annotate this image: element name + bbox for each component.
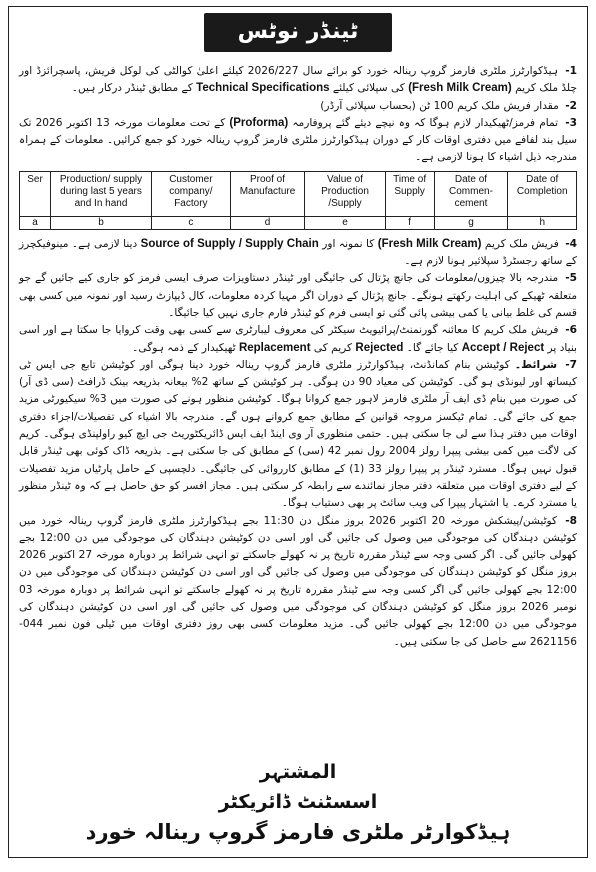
column-header: Value of Production /Supply xyxy=(305,171,385,216)
paragraph-2 xyxy=(19,98,577,115)
english-term: (Fresh Milk Cream) xyxy=(408,82,512,95)
paragraph-number: 3- xyxy=(565,116,578,129)
paragraph-text: فریش ملک کریم کا معائنہ گورنمنٹ/پرائیویٹ سیکٹر کی معروف لیبارٹری سے کسی بھی وقت کروایا جا سکتا ہے اور اسی بنیاد پر xyxy=(19,324,577,354)
paragraph-number: 4- xyxy=(565,237,578,250)
table-cell: b xyxy=(51,216,152,229)
english-term: Technical Specifications xyxy=(196,82,330,95)
advertiser-label: المشتہر xyxy=(259,761,337,783)
table-cell: h xyxy=(508,216,577,229)
paragraph-text: فریش ملک کریم xyxy=(481,237,559,250)
english-term: (Fresh Milk Cream) xyxy=(377,237,482,250)
paragraph-4 xyxy=(19,236,577,271)
paragraph-text: کے مطابق ٹینڈر درکار ہیں۔ xyxy=(71,82,197,95)
column-header: Ser xyxy=(20,171,51,216)
column-header: Production/ supply during last 5 years and In hand xyxy=(51,171,152,216)
paragraph-text: کیا جائے گا۔ xyxy=(403,341,462,354)
conditions-heading: شرائط۔ xyxy=(514,358,558,371)
column-header: Proof of Manufacture xyxy=(230,171,305,216)
english-term: Accept / Reject xyxy=(461,341,545,354)
column-header: Date of Completion xyxy=(508,171,577,216)
paragraph-5 xyxy=(19,270,577,322)
paragraph-text: کوٹیشن/پیشکش مورخہ 20 اکتوبر 2026 بروز منگل دن 11:30 بجے ہیڈکوارٹرز ملٹری فارمز گروپ رینالہ خورد میں کوٹیشن دہندگان کی موجودگی میں وصول کی جائیں گی اور اسی دن کوٹیشن دہندگان کی موجودگی میں دن 12:00 بجے کھولی جائیں گی۔ اگر کسی وجہ سے ٹینڈر مقررہ تاریخ پر نہ کھولے جاسکتے تو انہی شرائط پر دوبارہ مورخہ 27 اکتوبر 2026 بروز منگل کو کوٹیشن دہندگان کی موجودگی میں وصول کی جائیں گی اور اسی دن کوٹیشن دہندگان کی موجودگی میں دن 12:00 بجے کھولی جائیں گی اگر کسی وجہ سے ٹینڈر مقررہ تاریخ پر نہ کھولے جاسکتے تو انہی شرائط پر دوبارہ مورخہ 03 نومبر 2026 بروز منگل کو کوٹیشن دہندگان کی موجودگی میں وصول کی جائیں گی اور اسی دن کوٹیشن دہندگان کی موجودگی میں دن 12:00 بجے کھولی جائیں گی۔ مزید معلومات کسی بھی روز دفتری اوقات میں ٹیلی فون نمبر 044-2621156 سے حاصل کی جا سکتی ہیں۔ xyxy=(19,514,578,648)
paragraph-text: کی سپلائی کیلئے xyxy=(329,82,409,95)
paragraph-7 xyxy=(19,357,577,513)
signature-block xyxy=(9,757,587,847)
table-row xyxy=(20,216,577,229)
column-header: Customer company/ Factory xyxy=(152,171,231,216)
paragraph-number: 7- xyxy=(565,358,578,371)
table-cell: f xyxy=(385,216,434,229)
table-cell: g xyxy=(434,216,508,229)
paragraph-text: کریم کی xyxy=(310,341,356,354)
table-cell: c xyxy=(152,216,231,229)
tender-notice-page xyxy=(8,6,588,858)
paragraph-text: تمام فرمز/ٹھیکیدار لازم ہوگا کہ وہ نیچے دیئے گئے پروفارمہ xyxy=(288,116,559,129)
paragraph-text: دینا لازمی ہے۔ مینوفیکچرز کے ساتھ رجسٹرڈ سپلائیر ہونا لازم ہے۔ xyxy=(19,237,577,268)
paragraph-text: مقدار فریش ملک کریم 100 ٹن (بحساب سپلائی آرڈر) xyxy=(320,99,559,112)
paragraph-3 xyxy=(19,115,577,167)
paragraph-number: 5- xyxy=(565,272,577,285)
paragraph-text: مندرجہ بالا چیزوں/معلومات کی جانچ پڑتال کی جائیگی اور ٹینڈر دستاویزات صرف ایسی فرمز کو جاری کیے جائیں گے جو متعلقہ ٹھیکے کی اہلیت رکھتے ہونگے۔ جانچ پڑتال کے دوران اگر مہیا کردہ معلومات، کال ڈیپازٹ رسید اور نمونہ میں کسی بھی قسم کی غلط بیانی یا کمی بیشی پائی گئی تو ایسی فرم کو ٹینڈر فارم جاری نہیں کیا جائیگا۔ xyxy=(19,272,577,319)
paragraph-6 xyxy=(19,322,577,357)
paragraph-text: کا نمونہ اور xyxy=(318,237,378,250)
paragraph-text: کوٹیشن بنام کمانڈنٹ، ہیڈکوارٹرز ملٹری فارمز گروپ رینالہ خورد دینا ہوگی اور کوٹیشن تابع جی ایس ٹی کیساتھ اور لیونڈی ہو گی۔ کوٹیشن کی معیاد 90 دن ہوگی۔ ہر کوٹیشن کے ساتھ 2% بیعانہ بذریعہ بینک ڈرافٹ (سی ڈی آر) کی صورت میں بنام ڈی ایف آر ملٹری فارمز لاہور جمع کروانا ہوگا۔ کوٹیشن منظور ہونے کی صورت میں 3% سیکیورٹی مزید جمع کی جائے گی۔ تمام ٹیکسز مروجہ قوانین کے مطابق جمع کروانے ہوں گے۔ مندرجہ بالا اشیاء کی تفصیلات/اجزاء دفتری اوقات میں دفتر ہذا سے لی جا سکتی ہیں۔ حتمی منظوری آر وی اینڈ ایف ایس ڈائریکٹوریٹ جی ایچ کیو راولپنڈی ہوگی۔ کریم کی لاگت میں کمی بیشی پیپرا رولز 2004 رول نمبر 42 (سی) کے مطابق کی جا سکتی ہے۔ بذریعہ ڈاک کوئی بھی ٹینڈر قابل قبول نہیں ہوگا۔ مسترد ٹینڈر پر پیپرا رولز 33 (1) کے مطابق کارروائی کی جائیگی۔ دلچسپی کے حامل پارٹیاں مزید تفصیلات کے لیے دفتری اوقات میں متعلقہ دفتر مجاز نمائندے سے رابطہ کر سکتی ہیں۔ مجاز افسر کو حق حاصل ہے کہ وہ ٹینڈر منظور یا مسترد کرے۔ یا اشتہار پیپرا کی ویب سائٹ پر بھی دستیاب ہوگا۔ xyxy=(19,358,577,510)
english-term: (Proforma) xyxy=(229,116,289,129)
paragraph-text: ہیڈکوارٹرز ملٹری فارمز گروپ رینالہ خورد کو برائے سال 2026/227 کیلئے اعلیٰ کوالٹی کی لوکل فریش، پاسچرائزڈ اور چلڈ ملک کریم xyxy=(19,65,577,95)
paragraph-number: 1- xyxy=(565,65,577,77)
english-term: Source of Supply / Supply Chain xyxy=(140,237,319,250)
header xyxy=(9,7,587,63)
paragraph-1 xyxy=(19,63,577,98)
paragraph-number: 2- xyxy=(565,99,577,112)
notice-title: ٹینڈر نوٹس xyxy=(204,13,393,52)
table-header-row xyxy=(20,171,577,216)
english-term: Replacement xyxy=(238,341,311,354)
organization-name: ہیڈکوارٹر ملٹری فارمز گروپ رینالہ خورد xyxy=(85,820,511,844)
table-cell: e xyxy=(305,216,385,229)
paragraph-text: ٹھیکیدار کے ذمہ ہوگی۔ xyxy=(132,341,239,354)
column-header: Time of Supply xyxy=(385,171,434,216)
table-cell: a xyxy=(20,216,51,229)
table-cell: d xyxy=(230,216,305,229)
column-header: Date of Commen-cement xyxy=(434,171,508,216)
proforma-table xyxy=(19,171,577,230)
paragraph-number: 6- xyxy=(565,324,577,337)
notice-body xyxy=(9,63,587,651)
paragraph-text: کے تحت معلومات مورخہ 13 اکتوبر 2026 تک سیل بند لفافے میں دفتری اوقات کار کے دوران ہیڈکوارٹرز ملٹری فارمز گروپ رینالہ خورد کو جمع کرائیں۔ معلومات کے ہمراہ مندرجہ ذیل اشیاء کا ہونا لازمی ہے۔ xyxy=(19,116,577,164)
paragraph-number: 8- xyxy=(565,514,577,527)
english-term: Rejected xyxy=(355,341,404,354)
signatory-designation: اسسٹنٹ ڈائریکٹر xyxy=(218,791,378,813)
paragraph-8 xyxy=(19,513,577,651)
